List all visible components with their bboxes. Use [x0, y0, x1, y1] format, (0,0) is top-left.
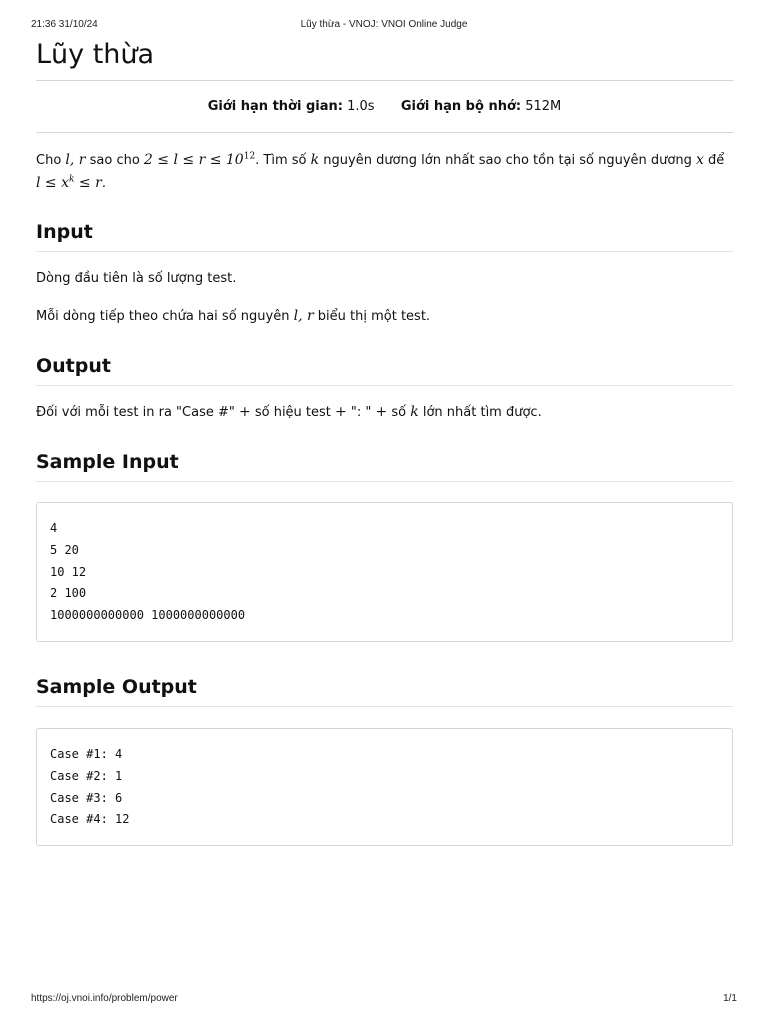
code-line: 1000000000000 1000000000000: [50, 608, 246, 623]
math-constraint-base: 2 ≤ l ≤ r ≤ 10: [143, 152, 244, 168]
time-limit-value: 1.0s: [347, 99, 375, 114]
math-inequality-left: l ≤ x: [36, 175, 70, 191]
statement-paragraph: [36, 149, 733, 195]
statement-text: .: [101, 176, 106, 191]
input-heading: Input: [36, 219, 733, 252]
code-line: 4: [50, 521, 58, 535]
problem-content: [36, 36, 733, 846]
math-plus: +: [238, 404, 251, 420]
math-constraint-exponent: 12: [243, 151, 256, 162]
code-line: Case #3: 6: [50, 790, 123, 805]
code-line: Case #2: 1: [50, 768, 123, 783]
sample-output-code-block: [36, 728, 733, 846]
print-footer: [0, 993, 768, 1007]
math-k: k: [310, 152, 320, 168]
sample-input-heading: Sample Input: [36, 449, 733, 482]
memory-limit-value: 512M: [525, 99, 562, 114]
math-x: x: [696, 152, 704, 168]
sample-output-heading: Sample Output: [36, 674, 733, 707]
problem-title: Lũy thừa: [36, 36, 733, 81]
problem-limits: [36, 81, 733, 133]
output-text: số hiệu test: [250, 405, 336, 420]
math-inequality-exponent: k: [69, 174, 75, 185]
math-constraint: [144, 152, 255, 168]
input-paragraph-2: [36, 305, 733, 328]
input-paragraph-1: Dòng đầu tiên là số lượng test.: [36, 271, 237, 286]
math-k: k: [410, 404, 419, 420]
code-line: Case #1: 4: [50, 746, 123, 761]
memory-limit-label: Giới hạn bộ nhớ:: [400, 99, 522, 114]
math-plus: +: [375, 404, 388, 420]
math-inequality: [36, 175, 102, 191]
input-text: biểu thị một test.: [313, 309, 431, 324]
output-paragraph: [36, 401, 733, 424]
print-page-number: 1/1: [723, 993, 737, 1004]
code-line: 10 12: [50, 564, 87, 579]
math-plus: +: [335, 404, 347, 420]
statement-text: để: [703, 153, 725, 168]
output-text: số: [387, 405, 411, 420]
statement-text: . Tìm số: [255, 153, 311, 168]
input-text: Mỗi dòng tiếp theo chứa hai số nguyên: [36, 309, 294, 324]
statement-text: nguyên dương lớn nhất sao cho tồn tại số nguyên dương: [319, 153, 696, 168]
math-l-r: l, r: [65, 152, 86, 168]
code-line: 2 100: [50, 586, 87, 601]
math-inequality-right: ≤ r: [74, 175, 102, 191]
print-page-title: Lũy thừa - VNOJ: VNOI Online Judge: [300, 19, 468, 30]
sample-input-code-block: [36, 502, 733, 642]
print-header: [0, 19, 768, 33]
output-heading: Output: [36, 353, 733, 386]
print-url: https://oj.vnoi.info/problem/power: [31, 993, 178, 1004]
statement-text: sao cho: [85, 153, 144, 168]
print-datetime: 21:36 31/10/24: [31, 19, 98, 30]
statement-text: Cho: [36, 153, 66, 168]
code-line: Case #4: 12: [50, 812, 130, 827]
output-text: ": ": [346, 405, 376, 420]
output-text: lớn nhất tìm được.: [418, 405, 542, 420]
time-limit-label: Giới hạn thời gian:: [207, 99, 343, 114]
code-line: 5 20: [50, 542, 79, 557]
math-l-r: l, r: [293, 308, 314, 324]
output-text: Đối với mỗi test in ra "Case #": [36, 405, 239, 420]
